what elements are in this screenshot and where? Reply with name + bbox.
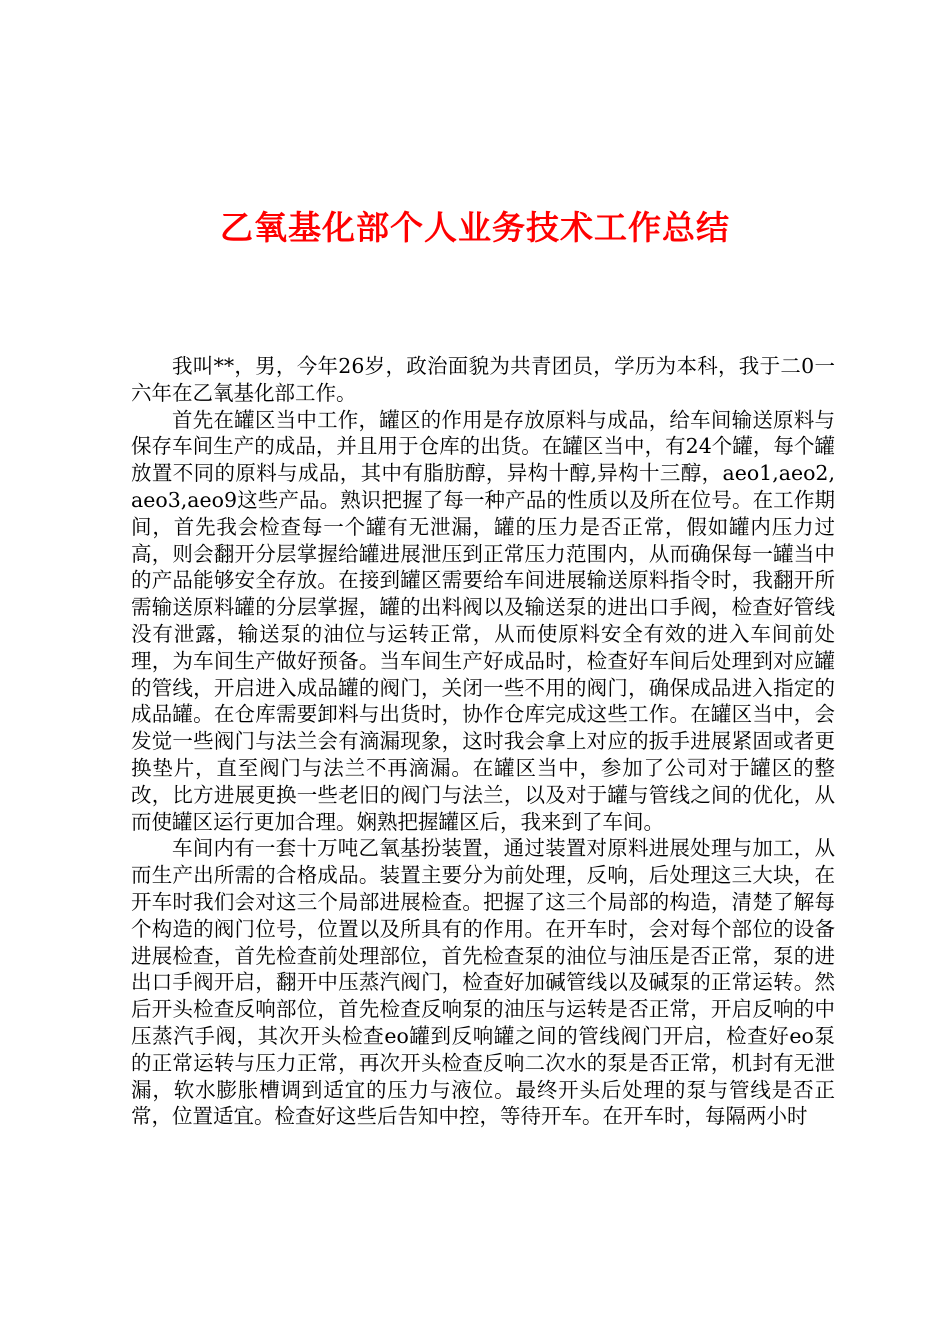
document-title: 乙氧基化部个人业务技术工作总结 [220,208,730,247]
paragraph-tank-area: 首先在罐区当中工作，罐区的作用是存放原料与成品，给车间输送原料与保存车间生产的成品，并且用于仓库的出货。在罐区当中，有24个罐，每个罐放置不同的原料与成品，其中有脂肪醇，异构十醇,异构十三醇，aeo1,aeo2,aeo3,aeo9这些产品。熟识把握了每一种产品的性质以及所在位号。在工作期间，首先我会检查每一个罐有无泄漏，罐的压力是否正常，假如罐内压力过高，则会翻开分层掌握给罐进展泄压到正常压力范围内，从而确保每一罐当中的产品能够安全存放。在接到罐区需要给车间进展输送原料指令时，我翻开所需输送原料罐的分层掌握，罐的出料阀以及输送泵的进出口手阀，检查好管线没有泄露，输送泵的油位与运转正常，从而使原料安全有效的进入车间前处理，为车间生产做好预备。当车间生产好成品时，检查好车间后处理到对应罐的管线，开启进入成品罐的阀门，关闭一些不用的阀门，确保成品进入指定的成品罐。在仓库需要卸料与出货时，协作仓库完成这些工作。在罐区当中，会发觉一些阀门与法兰会有滴漏现象，这时我会拿上对应的扳手进展紧固或者更换垫片，直至阀门与法兰不再滴漏。在罐区当中，参加了公司对于罐区的整改，比方进展更换一些老旧的阀门与法兰，以及对于罐与管线之间的优化，从而使罐区运行更加合理。娴熟把握罐区后，我来到了车间。 [131,407,835,834]
paragraph-intro: 我叫**，男，今年26岁，政治面貌为共青团员，学历为本科，我于二0一六年在乙氧基化部工作。 [131,354,835,405]
paragraph-workshop: 车间内有一套十万吨乙氧基扮装置，通过装置对原料进展处理与加工，从而生产出所需的合格成品。装置主要分为前处理，反响，后处理这三大块，在开车时我们会对这三个局部进展检查。把握了这三个局部的构造，清楚了解每个构造的阀门位号，位置以及所具有的作用。在开车时，会对每个部位的设备进展检查，首先检查前处理部位，首先检查泵的油位与油压是否正常，泵的进出口手阀开启，翻开中压蒸汽阀门，检查好加碱管线以及碱泵的正常运转。然后开头检查反响部位，首先检查反响泵的油压与运转是否正常，开启反响的中压蒸汽手阀，其次开头检查eo罐到反响罐之间的管线阀门开启，检查好eo泵的正常运转与压力正常，再次开头检查反响二次水的泵是否正常，机封有无泄漏，软水膨胀槽调到适宜的压力与液位。最终开头后处理的泵与管线是否正常，位置适宜。检查好这些后告知中控，等待开车。在开车时，每隔两小时 [131,836,835,1129]
document-body [131,353,835,1130]
